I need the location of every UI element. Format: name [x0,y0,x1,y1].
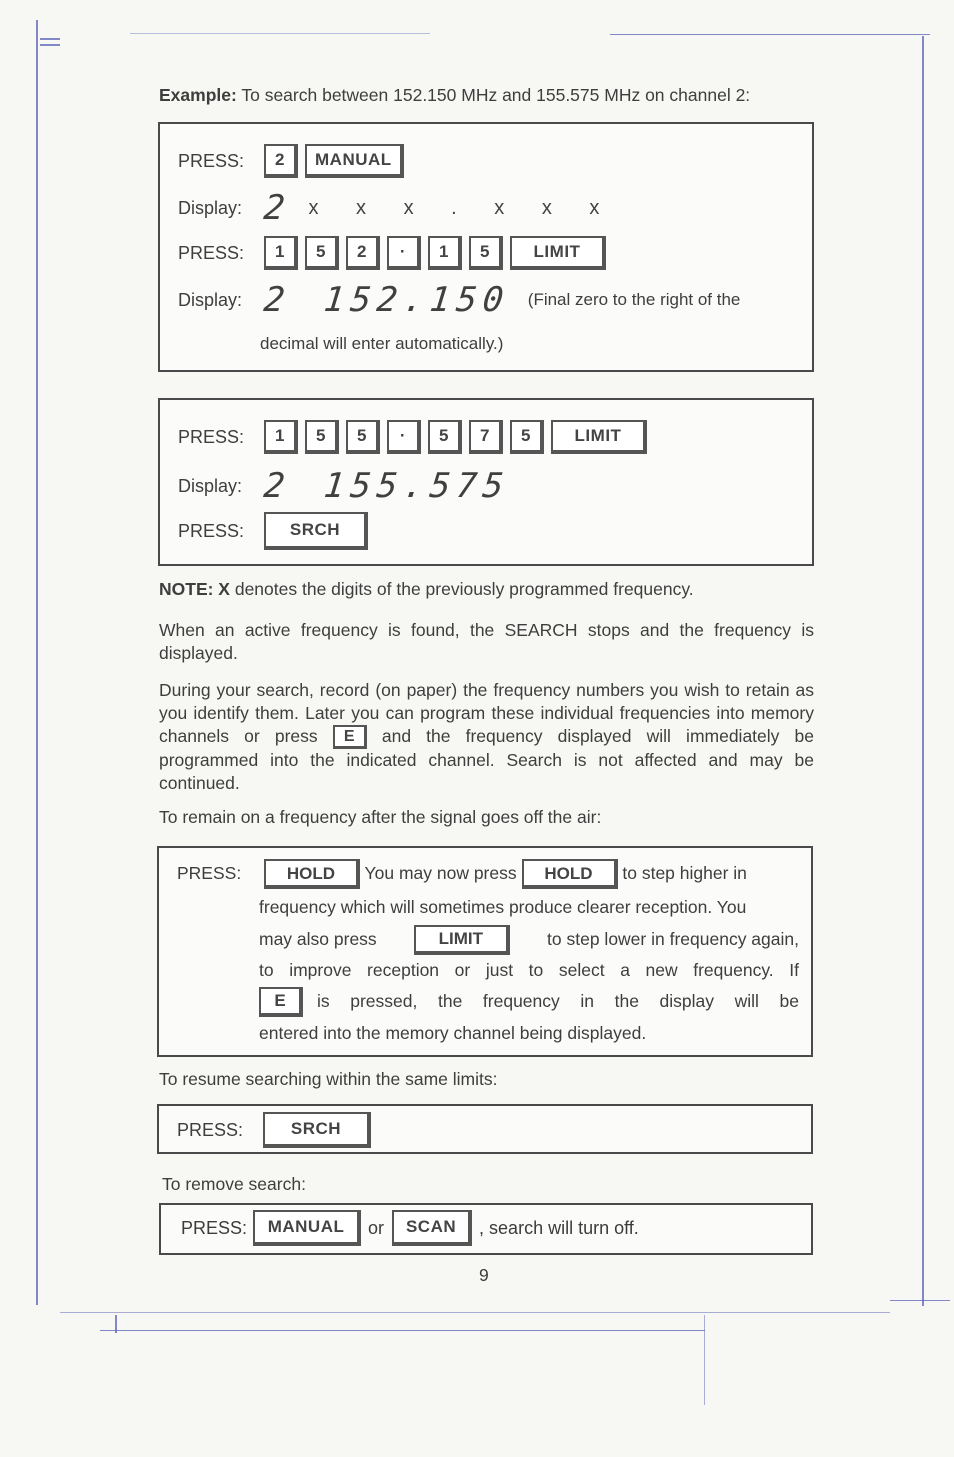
hold-text-line2: frequency which will sometimes produce clearer reception. You [259,897,747,917]
key-1[interactable]: 1 [264,236,298,270]
paragraph-resume: To resume searching within the same limits: [159,1069,498,1089]
key-decimal[interactable]: · [387,420,421,454]
key-manual[interactable]: MANUAL [305,144,404,178]
key-limit[interactable]: LIMIT [551,420,647,454]
key-5[interactable]: 5 [305,420,339,454]
remove-search-text: , search will turn off. [479,1217,639,1238]
key-e[interactable]: E [259,987,303,1017]
display-channel: 2 [261,466,293,506]
final-zero-note: (Final zero to the right of the [527,290,741,309]
key-hold[interactable]: HOLD [522,859,618,889]
display-value: 152.150 [322,280,512,320]
key-7[interactable]: 7 [469,420,503,454]
note-text: denotes the digits of the previously programmed frequency. [229,579,694,599]
key-hold[interactable]: HOLD [264,859,360,889]
press-label: PRESS: [178,520,245,541]
hold-text-4: to step lower in frequency again, [547,929,799,949]
press-label: PRESS: [177,1119,244,1140]
key-limit[interactable]: LIMIT [510,236,606,270]
paragraph-record-after: and the frequency displayed will immediately be programmed into the indicated channel. Search is not affected and may be continued. [159,726,814,794]
paragraph-remove: To remove search: [162,1174,306,1194]
hold-text-line4: to improve reception or just to select a new frequency. If [259,960,799,980]
paragraph-record-before: During your search, record (on paper) the frequency numbers you wish to retain as you identify them. Later you can program these individual frequencies into memory channels or press [159,680,814,746]
hold-text-2: to step higher in [622,863,747,883]
key-decimal[interactable]: · [387,236,421,270]
key-e[interactable]: E [333,725,367,749]
key-2[interactable]: 2 [346,236,380,270]
key-5[interactable]: 5 [469,236,503,270]
key-5[interactable]: 5 [510,420,544,454]
key-5[interactable]: 5 [346,420,380,454]
key-2[interactable]: 2 [264,144,298,178]
paragraph-active-frequency: When an active frequency is found, the SEARCH stops and the frequency is displayed. [159,620,814,663]
key-srch[interactable]: SRCH [264,512,368,550]
press-label: PRESS: [178,150,245,171]
example-text: To search between 152.150 MHz and 155.575 MHz on channel 2: [236,85,751,105]
key-1[interactable]: 1 [428,236,462,270]
key-5[interactable]: 5 [305,236,339,270]
hold-text-line6: entered into the memory channel being displayed. [259,1023,647,1043]
example-line [159,84,750,107]
display-label: Display: [178,197,243,218]
page-number: 9 [479,1265,489,1285]
press-label: PRESS: [181,1217,248,1238]
key-manual[interactable]: MANUAL [253,1210,361,1246]
key-5[interactable]: 5 [428,420,462,454]
display-label: Display: [178,289,243,310]
display-value: x x x . x x x [308,196,616,219]
press-label: PRESS: [177,863,242,883]
press-label: PRESS: [178,426,245,447]
display-channel: 2 [261,280,293,320]
final-zero-note-cont: decimal will enter automatically.) [260,334,504,353]
key-srch[interactable]: SRCH [263,1112,371,1148]
note-label: NOTE: X [159,579,230,599]
press-label: PRESS: [178,242,245,263]
hold-text-3: may also press [259,929,377,949]
instruction-box-2 [158,398,814,566]
note [159,578,814,601]
hold-text-5: is pressed, the frequency in the display will be [317,991,799,1011]
key-limit[interactable]: LIMIT [414,925,510,955]
key-scan[interactable]: SCAN [392,1210,472,1246]
paragraph-record [159,679,814,795]
hold-text-1: You may now press [364,863,517,883]
paragraph-remain: To remain on a frequency after the signal goes off the air: [159,807,602,827]
instruction-box-hold [157,846,813,1057]
or-text: or [368,1217,385,1238]
display-label: Display: [178,475,243,496]
instruction-box-remove [159,1203,813,1255]
key-1[interactable]: 1 [264,420,298,454]
display-channel: 2 [261,188,293,228]
instruction-box-resume [157,1104,813,1154]
example-label: Example: [159,85,237,105]
display-value: 155.575 [322,466,512,506]
instruction-box-1 [158,122,814,372]
